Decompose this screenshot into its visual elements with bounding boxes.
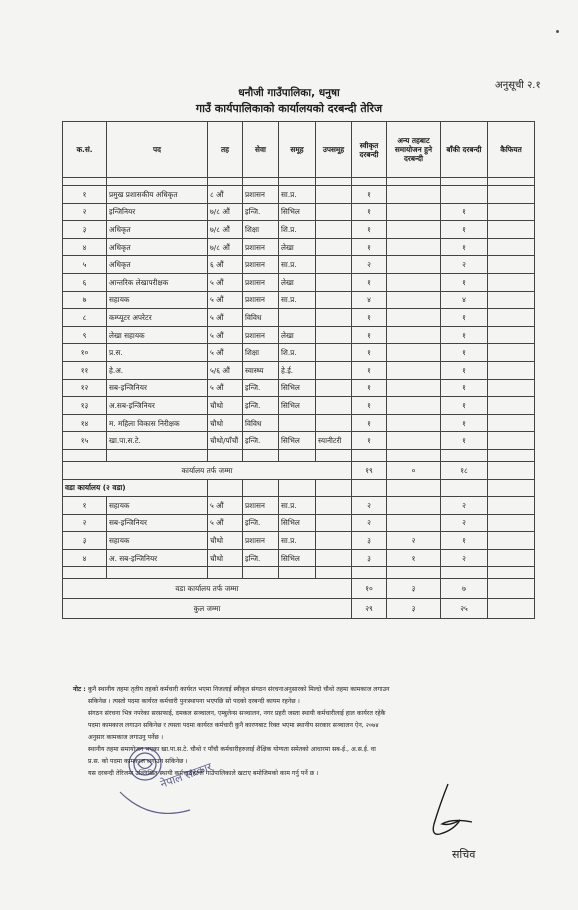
note-line: स्थानीय तहमा समायोजन भएका खा.पा.स.टे. चौथो र पाँचौ कर्मचारीहरुलाई शैक्षिक योग्यता समेतको आधारमा सब-ई., अ.स.ई. वा [88,746,376,753]
cell-level: ५ औं [208,379,243,397]
cell-sn: ११ [63,361,107,379]
office-total-row [63,461,535,479]
ward-total-remaining: ७ [441,579,488,599]
cell-level: ५ औं [208,497,243,515]
cell-level: चौथो [208,549,243,567]
cell-service: शिक्षा [243,344,279,362]
cell-post: अधिकृत [107,221,208,239]
header-approved: स्वीकृत दरबन्दी [352,122,387,178]
cell-approved: १ [352,186,387,204]
cell-remaining: २ [441,497,488,515]
cell-approved: १ [352,203,387,221]
cell-sn: ४ [63,238,107,256]
cell-approved: २ [352,514,387,532]
cell-post: सहायक [107,497,208,515]
ward-row [63,549,535,567]
cell-subgroup [316,549,352,567]
cell-remaining: १ [441,397,488,415]
cell-remarks [488,379,535,397]
office-row [63,379,535,397]
cell-subgroup [316,379,352,397]
cell-service: इन्जि. [243,549,279,567]
cell-remarks [488,186,535,204]
cell-post: सब-इन्जिनियर [107,379,208,397]
office-row [63,256,535,274]
document-title: गाउँ कार्यपालिकाको कार्यालयको दरबन्दी तेरिज [195,102,383,115]
signature [420,780,500,845]
cell-group: सा.प्र. [279,291,316,309]
seal-text: नेपाल सरकार [158,760,214,791]
cell-remaining: १ [441,414,488,432]
cell-remarks [488,432,535,450]
table-header-row [63,122,535,178]
speck [556,30,559,33]
cell-approved: २ [352,497,387,515]
cell-group [279,309,316,327]
cell-service: विविध [243,414,279,432]
cell-adjusted [387,203,441,221]
cell-level: चौथो [208,397,243,415]
cell-approved: १ [352,379,387,397]
cell-subgroup [316,397,352,415]
cell-adjusted [387,344,441,362]
cell-adjusted [387,361,441,379]
office-total-approved: १९ [352,461,387,479]
cell-level: चौथो [208,532,243,550]
cell-level: ५ औं [208,309,243,327]
cell-level: ६ औं [208,256,243,274]
cell-group: सिभिल [279,379,316,397]
cell-remarks [488,397,535,415]
header-remaining: बाँकी दरबन्दी [441,122,488,178]
grand-total-row [63,599,535,619]
office-row [63,238,535,256]
cell-post: अधिकृत [107,238,208,256]
cell-sn: २ [63,514,107,532]
ward-total-row [63,579,535,599]
cell-subgroup [316,238,352,256]
cell-group: सा.प्र. [279,256,316,274]
cell-service: स्वास्थ्य [243,361,279,379]
cell-sn: १३ [63,397,107,415]
cell-approved: १ [352,344,387,362]
cell-remaining: १ [441,273,488,291]
cell-service: प्रशासन [243,238,279,256]
cell-level: ५ औं [208,514,243,532]
cell-subgroup [316,273,352,291]
cell-adjusted [387,238,441,256]
cell-subgroup [316,344,352,362]
office-row [63,186,535,204]
cell-service: इन्जि. [243,397,279,415]
note-line: सकिनेछ । त्यस्तो पदमा कार्यरत कर्मचारी पुनःस्थापना भएपछि सो पदको दरबन्दी कायम रहनेछ । [88,698,300,705]
cell-post: हे.अ. [107,361,208,379]
cell-approved: १ [352,397,387,415]
cell-approved: १ [352,238,387,256]
cell-service: प्रशासन [243,186,279,204]
cell-remarks [488,221,535,239]
cell-remaining [441,186,488,204]
header-group: समूह [279,122,316,178]
cell-remaining: १ [441,379,488,397]
cell-remarks [488,256,535,274]
office-row [63,221,535,239]
cell-subgroup [316,326,352,344]
cell-group: लेखा [279,238,316,256]
cell-adjusted [387,309,441,327]
cell-sn: १५ [63,432,107,450]
cell-post: इन्जिनियर [107,203,208,221]
cell-remaining: २ [441,549,488,567]
cell-approved: १ [352,273,387,291]
office-row [63,414,535,432]
cell-approved: १ [352,414,387,432]
office-row [63,397,535,415]
cell-sn: ४ [63,549,107,567]
cell-adjusted [387,291,441,309]
cell-sn: १० [63,344,107,362]
cell-group [279,414,316,432]
grand-total-approved: २९ [352,599,387,619]
cell-subgroup [316,361,352,379]
cell-group: सिभिल [279,432,316,450]
cell-approved: १ [352,309,387,327]
cell-post: म. महिला विकास निरीक्षक [107,414,208,432]
cell-approved: ३ [352,532,387,550]
municipality-title: धनौजी गाउँपालिका, धनुषा [238,87,340,99]
cell-subgroup [316,221,352,239]
cell-level: ७/८ औं [208,238,243,256]
cell-adjusted [387,221,441,239]
cell-post: अ.सब-इन्जिनियर [107,397,208,415]
cell-remaining: १ [441,326,488,344]
ward-heading-row [63,479,535,497]
cell-post: प्रमुख प्रशासकीय अधिकृत [107,186,208,204]
cell-remaining: १ [441,361,488,379]
cell-post: सहायक [107,532,208,550]
cell-group: सिभिल [279,514,316,532]
grand-total-label: कुल जम्मा [63,599,352,619]
cell-approved: २ [352,256,387,274]
note-line: यस दरबन्दी तेरिजमा उल्लिखित स्थायी कर्मचारीहरुले गाउँपालिकाले खटाए बमोजिमको काम गर्नु पर्ने छ । [88,770,319,777]
cell-sn: ६ [63,273,107,291]
cell-remarks [488,238,535,256]
cell-group: हे.ई. [279,361,316,379]
cell-remarks [488,344,535,362]
cell-adjusted: २ [387,532,441,550]
cell-remarks [488,414,535,432]
cell-service: प्रशासन [243,326,279,344]
cell-approved: १ [352,432,387,450]
cell-level: चौथो [208,414,243,432]
cell-approved: १ [352,326,387,344]
cell-group: सा.प्र. [279,497,316,515]
cell-post: अधिकृत [107,256,208,274]
grand-total-adjusted: ३ [387,599,441,619]
cell-remarks [488,514,535,532]
cell-sn: १४ [63,414,107,432]
grand-total-remarks [488,599,535,619]
cell-adjusted [387,326,441,344]
cell-remaining: ४ [441,291,488,309]
office-row [63,203,535,221]
office-row [63,361,535,379]
annex-label: अनुसूची २.१ [495,80,541,91]
cell-remaining: २ [441,256,488,274]
cell-post: प्र.स. [107,344,208,362]
header-adjusted: अन्य तहबाट समायोजन हुने दरबन्दी [387,122,441,178]
cell-group: शि.प्र. [279,344,316,362]
cell-subgroup [316,414,352,432]
cell-remaining: १ [441,309,488,327]
grand-total-remaining: २५ [441,599,488,619]
ward-rows [63,497,535,567]
cell-remaining: १ [441,432,488,450]
ward-row [63,532,535,550]
cell-service: विविध [243,309,279,327]
cell-level: ७/८ औं [208,203,243,221]
cell-approved: ४ [352,291,387,309]
cell-adjusted [387,414,441,432]
cell-sn: ९ [63,326,107,344]
cell-remarks [488,291,535,309]
cell-group: सिभिल [279,203,316,221]
cell-remaining: १ [441,532,488,550]
cell-group: सा.प्र. [279,532,316,550]
cell-level: ८ औं [208,186,243,204]
cell-remarks [488,273,535,291]
office-row [63,291,535,309]
ward-total-adjusted: ३ [387,579,441,599]
office-rows [63,178,535,462]
cell-approved: १ [352,221,387,239]
cell-approved: ३ [352,549,387,567]
cell-service: प्रशासन [243,532,279,550]
cell-service: शिक्षा [243,221,279,239]
cell-adjusted [387,514,441,532]
cell-level: ५ औं [208,326,243,344]
note-line: अनुसार कामकाज लगाउनु पर्नेछ । [88,734,164,741]
cell-remarks [488,549,535,567]
office-total-adjusted: ० [387,461,441,479]
ward-row [63,497,535,515]
cell-subgroup [316,186,352,204]
office-seal-stamp [100,742,230,862]
cell-group: सिभिल [279,397,316,415]
cell-service: इन्जि. [243,203,279,221]
header-remarks: कैफियत [488,122,535,178]
header-post: पद [107,122,208,178]
cell-level: ७/८ औं [208,221,243,239]
cell-group: सा.प्र. [279,186,316,204]
cell-post: अ. सब-इन्जिनियर [107,549,208,567]
ward-row [63,514,535,532]
office-total-remarks [488,461,535,479]
cell-subgroup [316,203,352,221]
cell-sn: ७ [63,291,107,309]
office-total-section [63,461,535,496]
cell-sn: ३ [63,221,107,239]
cell-group: सिभिल [279,549,316,567]
cell-service: प्रशासन [243,273,279,291]
cell-sn: १ [63,186,107,204]
office-row [63,326,535,344]
header-subgroup: उपसमूह [316,122,352,178]
cell-group: लेखा [279,326,316,344]
cell-post: सब-इन्जिनियर [107,514,208,532]
cell-level: चौथो/पाँचौं [208,432,243,450]
ward-total-approved: १० [352,579,387,599]
note-label: नोट : [73,686,86,693]
cell-remaining: १ [441,203,488,221]
header-level: तह [208,122,243,178]
cell-sn: १२ [63,379,107,397]
cell-subgroup [316,532,352,550]
office-total-label: कार्यालय तर्फ जम्मा [63,461,352,479]
cell-approved: १ [352,361,387,379]
cell-group: शि.प्र. [279,221,316,239]
signature-label: सचिव [452,848,476,861]
cell-post: लेखा सहायक [107,326,208,344]
office-row [63,309,535,327]
cell-remarks [488,309,535,327]
cell-subgroup [316,256,352,274]
spacer-row [63,178,535,186]
cell-remaining: १ [441,221,488,239]
ward-heading: वडा कार्यालय (२ वडा) [63,479,208,497]
spacer-row [63,567,535,579]
note-line: पदमा कामकाज लगाउन सकिनेछ र त्यस्ता पदमा कार्यरत कर्मचारी कुनै कारणबाट रिक्त भएमा स्थानीय सरकार सञ्चालन ऐन, २०७४ [88,722,379,729]
cell-remarks [488,326,535,344]
cell-service: प्रशासन [243,497,279,515]
cell-remarks [488,532,535,550]
cell-post: आन्तरिक लेखापरीक्षक [107,273,208,291]
cell-subgroup: स्यानीटरी [316,432,352,450]
cell-service: इन्जि. [243,514,279,532]
cell-service: इन्जि. [243,379,279,397]
office-total-remaining: १८ [441,461,488,479]
cell-service: प्रशासन [243,291,279,309]
cell-post: खा.पा.स.टे. [107,432,208,450]
cell-adjusted [387,273,441,291]
note-line: संगठन संरचना भित्र नपरेका सरसफाई, दमकल सञ्चालन, एम्बुलेन्स सञ्चालन, नगर प्रहरी जस्ता स्थायी कर्मचारीलाई हाल कार्यरत रहेकै [88,710,386,717]
cell-remaining: १ [441,238,488,256]
cell-remaining: २ [441,514,488,532]
cell-adjusted [387,256,441,274]
cell-post: कम्प्यूटर अपरेटर [107,309,208,327]
cell-level: ५ औं [208,291,243,309]
ward-total-label: वडा कार्यालय तर्फ जम्मा [63,579,352,599]
cell-remarks [488,203,535,221]
cell-sn: ८ [63,309,107,327]
office-row [63,273,535,291]
cell-subgroup [316,309,352,327]
cell-remarks [488,361,535,379]
cell-level: ५ औं [208,273,243,291]
cell-subgroup [316,497,352,515]
cell-sn: १ [63,497,107,515]
cell-subgroup [316,514,352,532]
cell-subgroup [316,291,352,309]
cell-adjusted: १ [387,549,441,567]
cell-remaining: १ [441,344,488,362]
cell-sn: ५ [63,256,107,274]
spacer-row [63,449,535,461]
cell-adjusted [387,397,441,415]
cell-adjusted [387,186,441,204]
totals-section [63,567,535,619]
header-service: सेवा [243,122,279,178]
cell-service: प्रशासन [243,256,279,274]
cell-sn: ३ [63,532,107,550]
cell-sn: २ [63,203,107,221]
cell-group: लेखा [279,273,316,291]
ward-total-remarks [488,579,535,599]
cell-post: सहायक [107,291,208,309]
cell-level: ५ औं [208,344,243,362]
cell-adjusted [387,432,441,450]
office-row [63,432,535,450]
cell-service: इन्जि. [243,432,279,450]
staffing-table [62,121,535,619]
note-line: कुनै स्थानीय तहमा तृतीय तहको कर्मचारी कार्यरत भएमा निजलाई स्वीकृत संगठन संरचनाअनुसारको मिल्दो चौथो तहमा कामकाज लगाउन [88,686,390,693]
cell-adjusted [387,379,441,397]
cell-adjusted [387,497,441,515]
office-row [63,344,535,362]
note-line: प्र.स. को पदमा कामकाज लगाउन सकिनेछ । [88,758,188,765]
header-sn: क.सं. [63,122,107,178]
cell-remarks [488,497,535,515]
cell-level: ५/६ औं [208,361,243,379]
